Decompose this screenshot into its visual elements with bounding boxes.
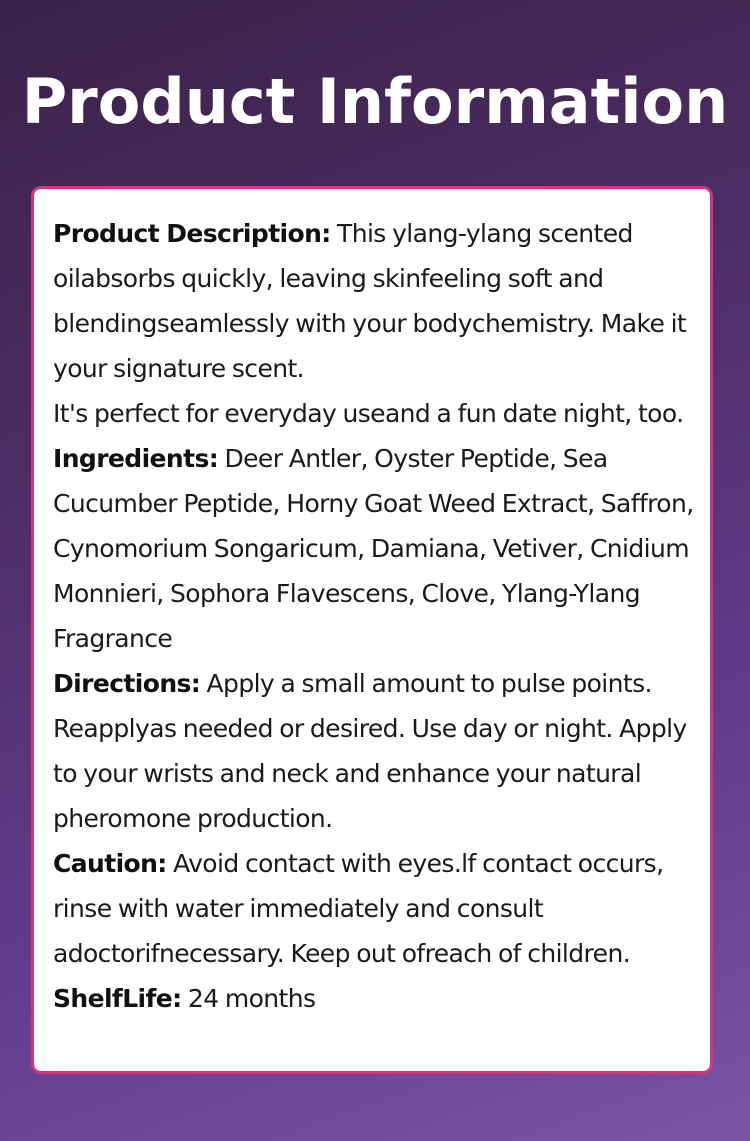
product-description-extra: It's perfect for everyday useand a fun date night, too.	[53, 399, 684, 428]
caution-text: Avoid contact with eyes.lf contact occurs, rinse with water immediately and consult adoctorifnecessary. Keep out ofreach of children.	[53, 849, 664, 968]
directions-text: Apply a small amount to pulse points. Reapplyas needed or desired. Use day or night. Apply to your wrists and neck and enhance your natural pheromone production.	[53, 669, 687, 833]
ingredients-label: Ingredients:	[53, 444, 219, 473]
shelf-life-section	[53, 976, 694, 1021]
caution-label: Caution:	[53, 849, 167, 878]
product-description-section	[53, 211, 694, 436]
shelf-life-text: 24 months	[181, 984, 316, 1013]
ingredients-section	[53, 436, 694, 661]
product-info-card	[31, 186, 713, 1074]
product-description-text: This ylang-ylang scented oilabsorbs quickly, leaving skinfeeling soft and blendingseamlessly with your bodychemistry. Make it your signature scent.	[53, 219, 687, 383]
page-title: Product Information	[21, 65, 729, 138]
directions-section	[53, 661, 694, 841]
shelf-life-label: ShelfLife:	[53, 984, 182, 1013]
product-description-label: Product Description:	[53, 219, 331, 248]
caution-section	[53, 841, 694, 976]
directions-label: Directions:	[53, 669, 201, 698]
ingredients-text: Deer Antler, Oyster Peptide, Sea Cucumber Peptide, Horny Goat Weed Extract, Saffron, Cynomorium Songaricum, Damiana, Vetiver, Cnidium Monnieri, Sophora Flavescens, Clove, Ylang-Ylang Fragrance	[53, 444, 694, 653]
